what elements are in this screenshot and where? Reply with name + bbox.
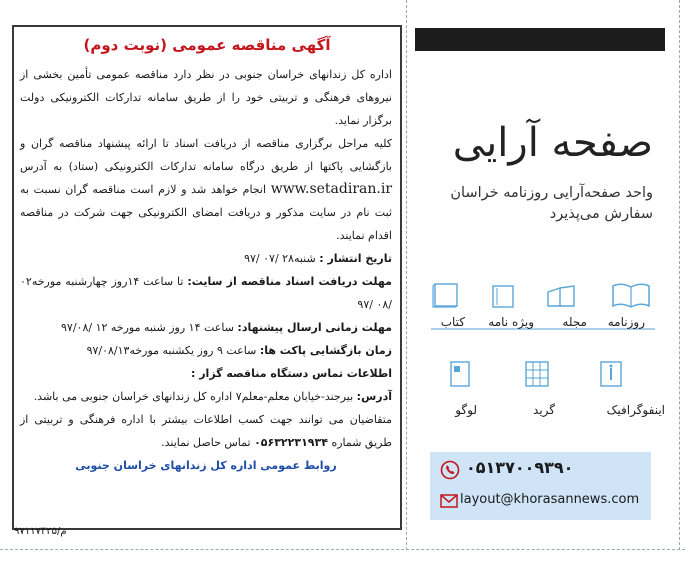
notice-code: م/۹۷۱۱۷۴۲۵: [14, 526, 67, 537]
notice-title: آگهی مناقصه عمومی (نوبت دوم): [83, 36, 331, 54]
service-infographic: اینفوگرافیک: [606, 403, 665, 417]
contact-phone: ۰۵۱۳۷۰۰۹۳۹۰: [466, 458, 574, 477]
notice-paragraph-2-end: انجام خواهد شد و لازم است مناقصه گران نسبت به ثبت نام در سایت مذکور و دریافت امضای الکترونیکی جهت شرکت در مناقصه اقدام نمایند.: [20, 183, 392, 242]
service-special-issue: ویژه نامه: [488, 315, 534, 329]
download-deadline-label: مهلت دریافت اسناد مناقصه از سایت:: [187, 275, 392, 288]
submission-deadline-line: [20, 316, 392, 339]
publish-date-line: [20, 247, 392, 270]
newspaper-icon: [611, 282, 651, 308]
ad-header-bar: [415, 28, 665, 51]
submission-deadline-label: مهلت زمانی ارسال پیشنهاد:: [237, 321, 392, 334]
special-issue-icon: [491, 284, 517, 308]
download-deadline-value: تا ساعت ۱۴روز چهارشنبه مورخه۰۲ /۰۸ /۹۷: [20, 275, 392, 311]
notice-body: [20, 63, 392, 477]
service-magazine: مجله: [562, 315, 587, 329]
tender-notice-box: [12, 25, 402, 530]
publish-date-value: شنبه۲۸ /۰۷ /۹۷: [244, 252, 316, 265]
setad-website-link[interactable]: www.setadiran.ir: [270, 181, 393, 197]
closing-paragraph: [20, 408, 392, 454]
closing-phone-number: ۰۵۶۳۲۲۳۱۹۳۴: [254, 436, 328, 449]
book-icon: [431, 282, 463, 308]
phone-icon: [440, 460, 460, 480]
address-label: آدرس:: [356, 390, 392, 403]
service-newspaper: روزنامه: [607, 315, 645, 329]
notice-paragraph-2: [20, 132, 392, 247]
closing-text-start: متقاضیان می توانند جهت کسب اطلاعات بیشتر با اداره فرهنگی و تربیتی از طریق شماره: [20, 413, 392, 449]
notice-signature: روابط عمومی اداره کل زندانهای خراسان جنوبی: [75, 459, 337, 472]
service-book: کتاب: [440, 315, 465, 329]
closing-text-end: تماس حاصل نمایند.: [161, 436, 251, 449]
opening-time-value: ساعت ۹ روز یکشنبه مورخه۹۷/۰۸/۱۳: [86, 344, 257, 357]
contact-box: [430, 452, 651, 520]
logo-icon: [449, 360, 471, 388]
opening-time-line: [20, 339, 392, 362]
address-value: بیرجند-خیابان معلم-معلم۷ اداره کل زندانهای خراسان جنوبی می باشد.: [33, 390, 354, 403]
magazine-icon: [546, 284, 576, 308]
ad-title: صفحه آرایی: [452, 120, 653, 166]
submission-deadline-value: ساعت ۱۴ روز شنبه مورخه ۱۲ /۹۷/۰۸: [61, 321, 234, 334]
grid-icon: [524, 360, 550, 388]
notice-paragraph-1: اداره کل زندانهای خراسان جنوبی در نظر دارد مناقصه عمومی تأمین بخشی از نیروهای فرهنگی و تربیتی خود را از طریق سامانه تدارکات الکترونیکی دولت برگزار نماید.: [20, 68, 392, 127]
column-divider: [406, 0, 407, 550]
download-deadline-line: [20, 270, 392, 316]
infographic-icon: [599, 360, 623, 388]
opening-time-label: زمان بازگشایی پاکت ها:: [259, 344, 392, 357]
contact-email[interactable]: layout@khorasannews.com: [460, 492, 640, 507]
service-grid: گرید: [533, 403, 555, 417]
publish-date-label: تاریخ انتشار :: [319, 252, 392, 265]
bottom-guide: [0, 549, 685, 550]
ad-subtitle-line-1: واحد صفحه‌آرایی روزنامه خراسان: [450, 185, 653, 201]
right-edge-guide: [679, 0, 680, 550]
notice-paragraph-2-start: کلیه مراحل برگزاری مناقصه از دریافت اسناد تا ارائه پیشنهاد مناقصه گران و بازگشایی پاکتها از طریق درگاه سامانه تدارکات الکترونیکی (ستاد) به آدرس: [20, 137, 392, 173]
email-icon: [440, 494, 458, 508]
ad-subtitle-line-2: سفارش می‌پذیرد: [549, 206, 653, 222]
contact-info-heading: اطلاعات تماس دستگاه مناقصه گزار :: [190, 367, 392, 380]
address-line: [20, 385, 392, 408]
service-logo: لوگو: [455, 403, 477, 417]
